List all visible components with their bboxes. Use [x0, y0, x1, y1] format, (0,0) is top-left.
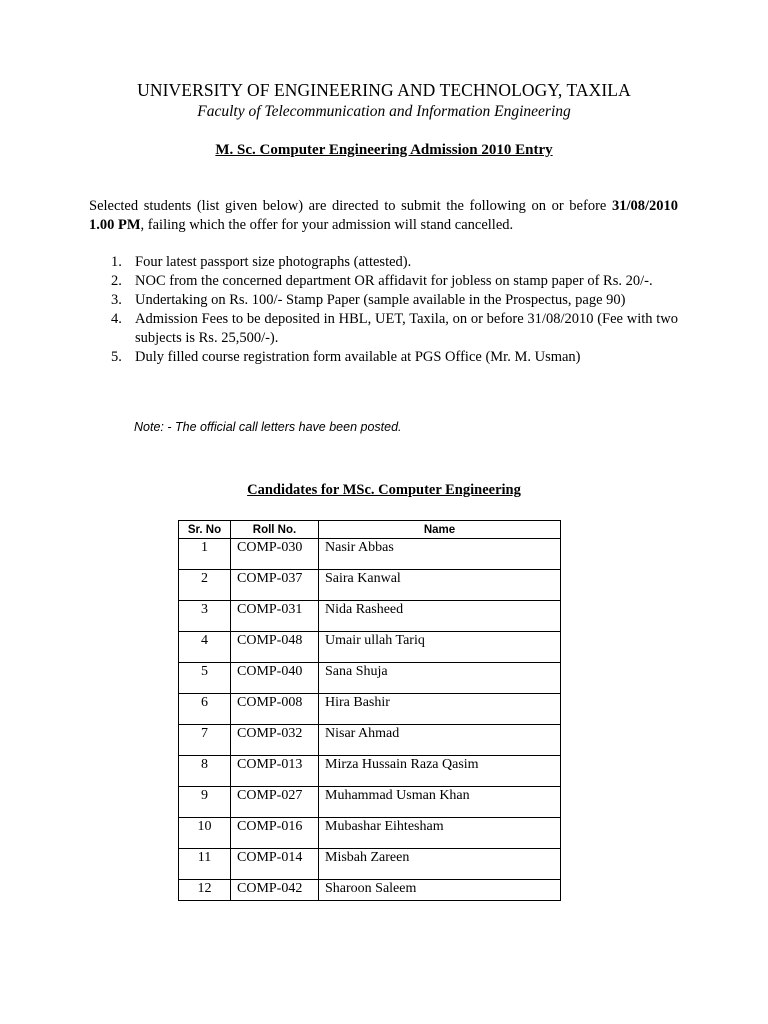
table-row: [179, 756, 561, 787]
sr-cell: 1: [179, 539, 231, 570]
sr-cell: 10: [179, 818, 231, 849]
column-header-name: Name: [319, 521, 561, 539]
roll-cell: COMP-040: [231, 663, 319, 694]
requirement-item: [89, 253, 678, 272]
candidates-table: [178, 520, 561, 901]
intro-lead: Selected students (list given below) are directed to submit the following on or before: [89, 198, 612, 214]
roll-cell: COMP-027: [231, 787, 319, 818]
sr-cell: 12: [179, 880, 231, 901]
sr-cell: 8: [179, 756, 231, 787]
table-row: [179, 725, 561, 756]
table-row: [179, 601, 561, 632]
name-cell: Hira Bashir: [319, 694, 561, 725]
sr-cell: 3: [179, 601, 231, 632]
sr-cell: 4: [179, 632, 231, 663]
roll-cell: COMP-048: [231, 632, 319, 663]
faculty-subtitle: Faculty of Telecommunication and Information Engineering: [197, 103, 571, 120]
university-title: UNIVERSITY OF ENGINEERING AND TECHNOLOGY, TAXILA: [137, 80, 631, 100]
column-header-roll: Roll No.: [231, 521, 319, 539]
requirement-number: 5.: [111, 349, 122, 365]
table-row: [179, 539, 561, 570]
table-row: [179, 849, 561, 880]
requirement-text: NOC from the concerned department OR affidavit for jobless on stamp paper of Rs. 20/-.: [135, 273, 653, 289]
table-header-row: [179, 521, 561, 539]
requirement-number: 2.: [111, 273, 122, 289]
requirement-item: [89, 310, 678, 348]
name-cell: Sharoon Saleem: [319, 880, 561, 901]
name-cell: Nida Rasheed: [319, 601, 561, 632]
requirement-text: Duly filled course registration form available at PGS Office (Mr. M. Usman): [135, 349, 581, 365]
candidates-table-title: Candidates for MSc. Computer Engineering: [247, 482, 521, 498]
name-cell: Nisar Ahmad: [319, 725, 561, 756]
roll-cell: COMP-042: [231, 880, 319, 901]
sr-cell: 5: [179, 663, 231, 694]
table-row: [179, 787, 561, 818]
table-row: [179, 818, 561, 849]
requirement-text: Undertaking on Rs. 100/- Stamp Paper (sample available in the Prospectus, page 90): [135, 292, 626, 308]
requirement-number: 4.: [111, 311, 122, 327]
sr-cell: 7: [179, 725, 231, 756]
table-row: [179, 694, 561, 725]
roll-cell: COMP-016: [231, 818, 319, 849]
intro-tail: , failing which the offer for your admission will stand cancelled.: [140, 217, 514, 233]
requirement-number: 3.: [111, 292, 122, 308]
roll-cell: COMP-014: [231, 849, 319, 880]
column-header-sr: Sr. No: [179, 521, 231, 539]
requirement-item: [89, 348, 678, 367]
table-row: [179, 663, 561, 694]
name-cell: Mubashar Eihtesham: [319, 818, 561, 849]
note-text: Note: - The official call letters have been posted.: [134, 420, 402, 434]
sr-cell: 6: [179, 694, 231, 725]
sr-cell: 9: [179, 787, 231, 818]
name-cell: Saira Kanwal: [319, 570, 561, 601]
name-cell: Muhammad Usman Khan: [319, 787, 561, 818]
requirement-item: [89, 291, 678, 310]
roll-cell: COMP-031: [231, 601, 319, 632]
roll-cell: COMP-030: [231, 539, 319, 570]
requirement-item: [89, 272, 678, 291]
name-cell: Umair ullah Tariq: [319, 632, 561, 663]
sr-cell: 11: [179, 849, 231, 880]
roll-cell: COMP-032: [231, 725, 319, 756]
deadline-text: 31/08/2010 1.00 PM: [89, 198, 678, 233]
requirement-text: Admission Fees to be deposited in HBL, UET, Taxila, on or before 31/08/2010 (Fee with two subjects is Rs. 25,500/-).: [135, 311, 678, 346]
table-row: [179, 570, 561, 601]
requirement-number: 1.: [111, 254, 122, 270]
table-row: [179, 880, 561, 901]
requirement-text: Four latest passport size photographs (attested).: [135, 254, 412, 270]
table-row: [179, 632, 561, 663]
name-cell: Mirza Hussain Raza Qasim: [319, 756, 561, 787]
roll-cell: COMP-037: [231, 570, 319, 601]
name-cell: Misbah Zareen: [319, 849, 561, 880]
admission-heading: M. Sc. Computer Engineering Admission 2010 Entry: [215, 142, 553, 158]
intro-paragraph: [89, 197, 678, 235]
roll-cell: COMP-008: [231, 694, 319, 725]
name-cell: Sana Shuja: [319, 663, 561, 694]
roll-cell: COMP-013: [231, 756, 319, 787]
sr-cell: 2: [179, 570, 231, 601]
requirements-list: [89, 253, 678, 367]
name-cell: Nasir Abbas: [319, 539, 561, 570]
